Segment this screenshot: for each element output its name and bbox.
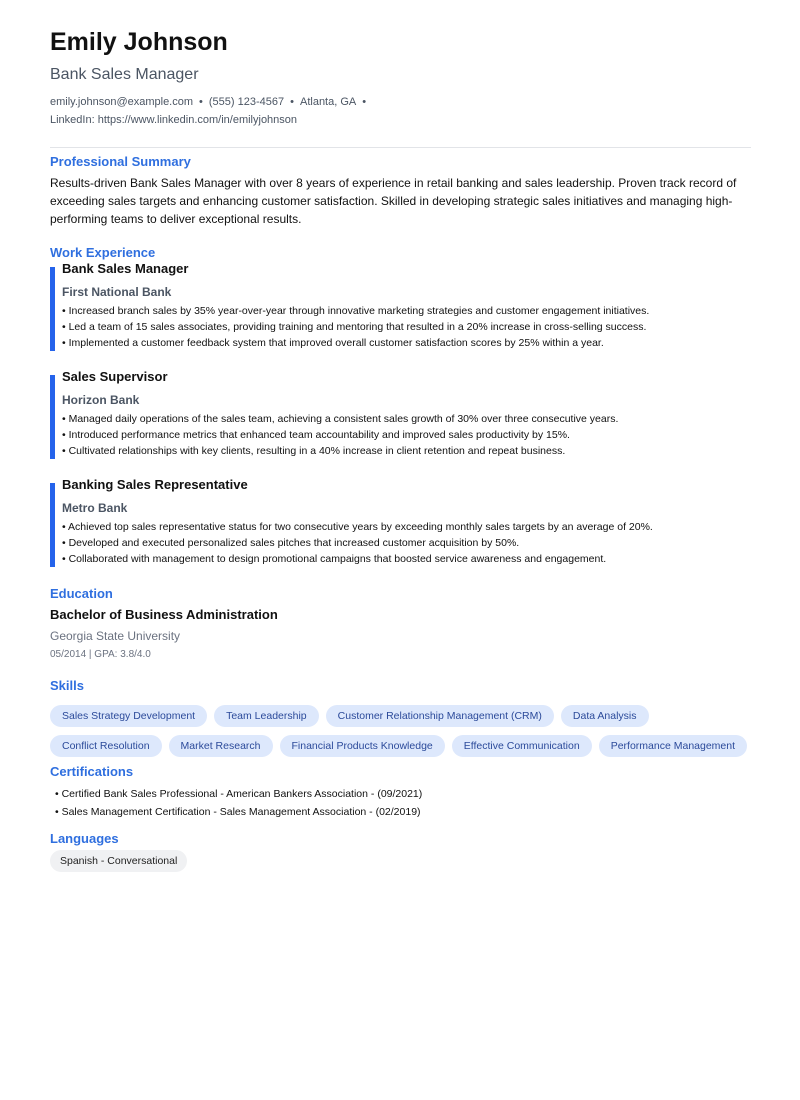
job-company: First National Bank bbox=[62, 285, 172, 299]
summary-heading: Professional Summary bbox=[50, 154, 191, 169]
job-bullet-list bbox=[62, 519, 751, 567]
job-bullet-list bbox=[62, 411, 751, 459]
skills-heading: Skills bbox=[50, 678, 84, 693]
education-heading: Education bbox=[50, 586, 113, 601]
skill-chip: Data Analysis bbox=[561, 705, 649, 727]
education-section bbox=[50, 586, 751, 661]
candidate-name: Emily Johnson bbox=[50, 28, 228, 56]
languages-heading: Languages bbox=[50, 831, 119, 846]
job-role: Bank Sales Manager bbox=[62, 261, 189, 276]
job-bullet: • Managed daily operations of the sales team, achieving a consistent sales growth of 30% over three consecutive years. bbox=[62, 411, 751, 427]
header-divider bbox=[50, 147, 751, 148]
job-bullet: • Increased branch sales by 35% year-over-year through innovative marketing strategies and customer engagement initiatives. bbox=[62, 303, 751, 319]
job-company: Metro Bank bbox=[62, 501, 128, 515]
skill-chip: Market Research bbox=[169, 735, 273, 757]
certifications-heading: Certifications bbox=[50, 764, 134, 779]
skills-section bbox=[50, 678, 751, 757]
skill-chip: Customer Relationship Management (CRM) bbox=[326, 705, 554, 727]
job-bullet: • Implemented a customer feedback system that improved overall customer satisfaction scores by 25% within a year. bbox=[62, 335, 751, 351]
job-bullet: • Collaborated with management to design promotional campaigns that boosted service awareness and engagement. bbox=[62, 551, 751, 567]
education-degree: Bachelor of Business Administration bbox=[50, 607, 278, 622]
job-bullet: • Led a team of 15 sales associates, providing training and mentoring that resulted in a 20% increase in cross-selling success. bbox=[62, 319, 751, 335]
job-entry bbox=[50, 477, 751, 567]
contact-email[interactable]: emily.johnson@example.com bbox=[50, 96, 194, 108]
job-company: Horizon Bank bbox=[62, 393, 140, 407]
certifications-section bbox=[50, 764, 751, 821]
resume-header bbox=[50, 0, 751, 148]
education-meta: 05/2014 | GPA: 3.8/4.0 bbox=[50, 649, 151, 660]
contact-separator: • bbox=[290, 96, 294, 108]
skill-chip: Conflict Resolution bbox=[50, 735, 162, 757]
skill-chip: Sales Strategy Development bbox=[50, 705, 207, 727]
job-bullet: • Developed and executed personalized sales pitches that increased customer acquisition by 50%. bbox=[62, 535, 751, 551]
certification-item: • Sales Management Certification - Sales Management Association - (02/2019) bbox=[55, 803, 751, 821]
contact-separator: • bbox=[199, 96, 203, 108]
job-entry bbox=[50, 261, 751, 351]
languages-section bbox=[50, 831, 751, 872]
skills-list bbox=[50, 705, 752, 757]
job-bullet: • Introduced performance metrics that enhanced team accountability and improved sales productivity by 15%. bbox=[62, 427, 751, 443]
summary-text: Results-driven Bank Sales Manager with over 8 years of experience in retail banking and sales leadership. Proven track record of exceeding sales targets and enhancing customer satisfaction. Skilled in developing strategic sales initiatives and managing high-performing teams to deliver exceptional results. bbox=[50, 176, 737, 226]
skill-chip: Financial Products Knowledge bbox=[280, 735, 445, 757]
job-role: Banking Sales Representative bbox=[62, 477, 248, 492]
work-heading: Work Experience bbox=[50, 245, 156, 260]
skill-chip: Effective Communication bbox=[452, 735, 592, 757]
contact-linkedin-label: LinkedIn: bbox=[50, 114, 95, 126]
job-entry bbox=[50, 369, 751, 459]
education-school: Georgia State University bbox=[50, 629, 181, 643]
job-bullet-list bbox=[62, 303, 751, 351]
certification-item: • Certified Bank Sales Professional - American Bankers Association - (09/2021) bbox=[55, 785, 751, 803]
certifications-list bbox=[55, 785, 751, 821]
job-role: Sales Supervisor bbox=[62, 369, 168, 384]
contact-linkedin-url[interactable]: https://www.linkedin.com/in/emilyjohnson bbox=[97, 114, 298, 126]
language-chip: Spanish - Conversational bbox=[50, 850, 187, 872]
contact-separator: • bbox=[362, 96, 367, 108]
work-section bbox=[50, 245, 751, 567]
skill-chip: Performance Management bbox=[599, 735, 747, 757]
summary-section bbox=[50, 154, 751, 228]
languages-list bbox=[50, 850, 751, 872]
candidate-title: Bank Sales Manager bbox=[50, 66, 199, 83]
skill-chip: Team Leadership bbox=[214, 705, 319, 727]
job-bullet: • Cultivated relationships with key clients, resulting in a 40% increase in client retention and repeat business. bbox=[62, 443, 751, 459]
contact-line bbox=[50, 93, 410, 129]
contact-location: Atlanta, GA bbox=[299, 96, 357, 108]
job-bullet: • Achieved top sales representative status for two consecutive years by exceeding monthly sales targets by an average of 20%. bbox=[62, 519, 751, 535]
contact-phone: (555) 123-4567 bbox=[208, 96, 285, 108]
